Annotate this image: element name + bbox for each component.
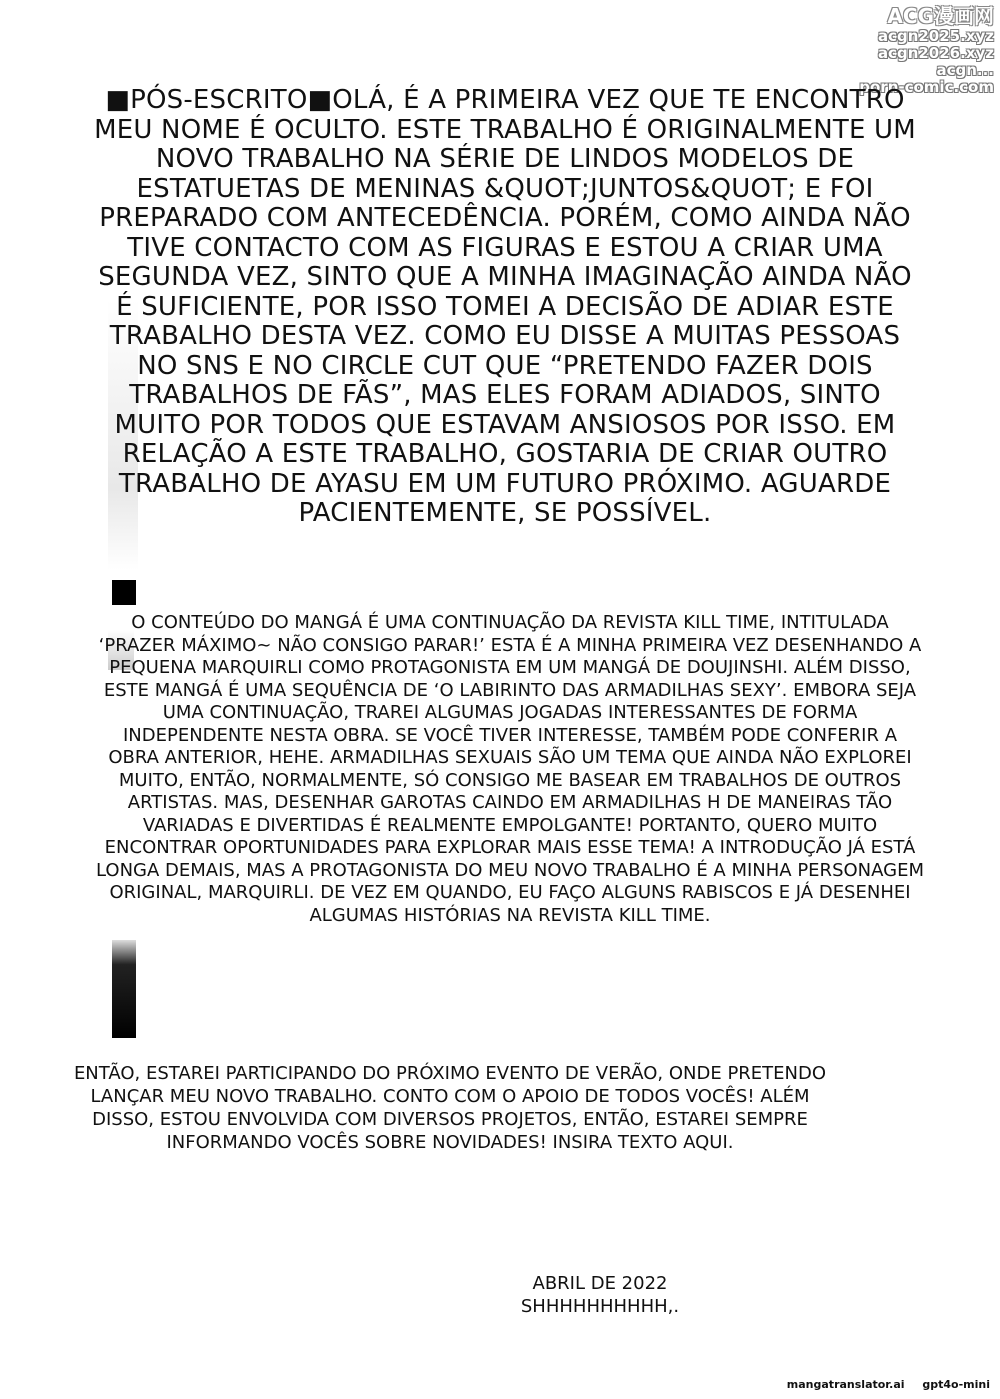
footer-credit — [773, 1378, 990, 1391]
watermark-line: acgn... — [936, 61, 994, 79]
black-bar-marker — [112, 940, 136, 1038]
watermark-line: acgn2025.xyz — [877, 27, 994, 45]
watermark-line: acgn2026.xyz — [877, 44, 994, 62]
event-paragraph: ENTÃO, ESTAREI PARTICIPANDO DO PRÓXIMO EVENTO DE VERÃO, ONDE PRETENDO LANÇAR MEU NOVO TRABALHO. CONTO COM O APOIO DE TODOS VOCÊS! ALÉM DISSO, ESTOU ENVOLVIDA COM DIVERSOS PROJETOS, ENTÃO, ESTAREI SEMPRE INFORMANDO VOCÊS SOBRE NOVIDADES! INSIRA TEXTO AQUI. — [73, 1063, 827, 1153]
footer-model: gpt4o-mini — [922, 1378, 990, 1391]
manga-content-paragraph: O CONTEÚDO DO MANGÁ É UMA CONTINUAÇÃO DA REVISTA KILL TIME, INTITULADA ‘PRAZER MÁXIMO~ NÃO CONSIGO PARAR!’ ESTA É A MINHA PRIMEIRA VEZ DESENHANDO A PEQUENA MARQUIRLI COMO PROTAGONISTA EM UM MANGÁ DE DOUJINSHI. ALÉM DISSO, ESTE MANGÁ É UMA SEQUÊNCIA DE ‘O LABIRINTO DAS ARMADILHAS SEXY’. EMBORA SEJA UMA CONTINUAÇÃO, TRAREI ALGUMAS JOGADAS INTERESSANTES DE FORMA INDEPENDENTE NESTA OBRA. SE VOCÊ TIVER INTERESSE, TAMBÉM PODE CONFERIR A OBRA ANTERIOR, HEHE. ARMADILHAS SEXUAIS SÃO UM TEMA QUE AINDA NÃO EXPLOREI MUITO, ENTÃO, NORMALMENTE, SÓ CONSIGO ME BASEAR EM TRABALHOS DE OUTROS ARTISTAS. MAS, DESENHAR GAROTAS CAINDO EM ARMADILHAS H DE MANEIRAS TÃO VARIADAS E DIVERTIDAS É REALMENTE EMPOLGANTE! PORTANTO, QUERO MUITO ENCONTRAR OPORTUNIDADES PARA EXPLORAR MAIS ESSE TEMA! A INTRODUÇÃO JÁ ESTÁ LONGA DEMAIS, MAS A PROTAGONISTA DO MEU NOVO TRABALHO É A MINHA PERSONAGEM ORIGINAL, MARQUIRLI. DE VEZ EM QUANDO, EU FAÇO ALGUNS RABISCOS E JÁ DESENHEI ALGUMAS HISTÓRIAS NA REVISTA KILL TIME. — [96, 612, 924, 926]
watermark-title: ACG漫画网 — [887, 4, 994, 28]
footer-site: mangatranslator.ai — [786, 1378, 905, 1391]
watermark — [844, 4, 994, 96]
signoff — [470, 1272, 730, 1318]
black-square-marker — [112, 580, 136, 605]
signoff-name: SHHHHHHHHHH,. — [520, 1296, 680, 1317]
watermark-line: porn-comic.com — [859, 78, 994, 96]
postscript-paragraph: ■PÓS-ESCRITO■OLÁ, É A PRIMEIRA VEZ QUE TE ENCONTRO MEU NOME É OCULTO. ESTE TRABALHO É ORIGINALMENTE UM NOVO TRABALHO NA SÉRIE DE LINDOS MODELOS DE ESTATUETAS DE MENINAS &QUOT;JUNTOS&QUOT; E FOI PREPARADO COM ANTECEDÊNCIA. PORÉM, COMO AINDA NÃO TIVE CONTACTO COM AS FIGURAS E ESTOU A CRIAR UMA SEGUNDA VEZ, SINTO QUE A MINHA IMAGINAÇÃO AINDA NÃO É SUFICIENTE, POR ISSO TOMEI A DECISÃO DE ADIAR ESTE TRABALHO DESTA VEZ. COMO EU DISSE A MUITAS PESSOAS NO SNS E NO CIRCLE CUT QUE “PRETENDO FAZER DOIS TRABALHOS DE FÃS”, MAS ELES FORAM ADIADOS, SINTO MUITO POR TODOS QUE ESTAVAM ANSIOSOS POR ISSO. EM RELAÇÃO A ESTE TRABALHO, GOSTARIA DE CRIAR OUTRO TRABALHO DE AYASU EM UM FUTURO PRÓXIMO. AGUARDE PACIENTEMENTE, SE POSSÍVEL. — [94, 85, 916, 528]
signoff-date: ABRIL DE 2022 — [532, 1273, 668, 1294]
